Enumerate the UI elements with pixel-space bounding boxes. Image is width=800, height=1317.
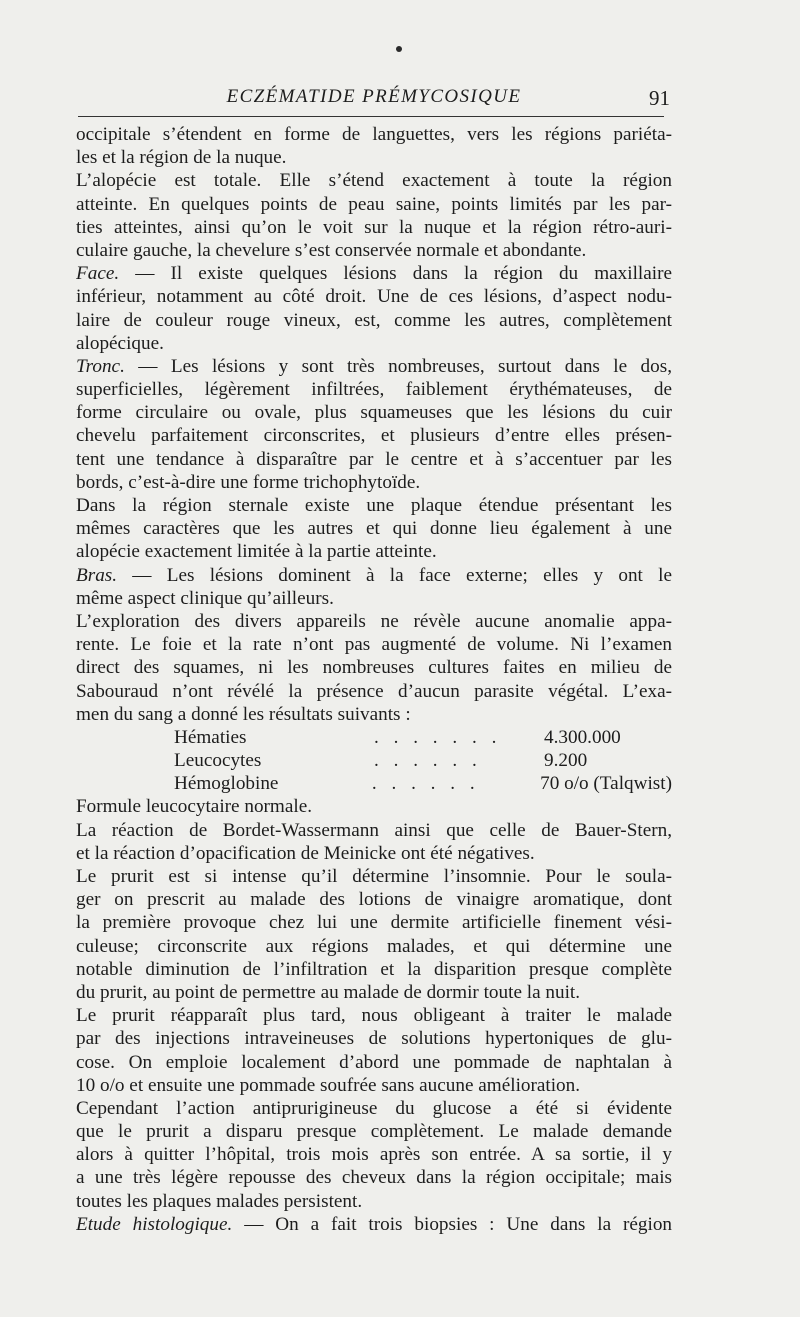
line-text: Cependant l’action antiprurigineuse du glucose a été si évidente bbox=[76, 1097, 672, 1119]
line-text: men du sang a donné les résultats suivants : bbox=[76, 703, 411, 725]
line-text: la première provoque chez lui une dermite artificielle finement vési- bbox=[76, 912, 672, 934]
blood-table-leader: . . . . . . . bbox=[374, 726, 502, 748]
line-text: Formule leucocytaire normale. bbox=[76, 796, 313, 818]
line-text: laire de couleur rouge vineux, est, comme les autres, complètement bbox=[76, 309, 672, 331]
line-text: direct des squames, ni les nombreuses cultures faites en milieu de bbox=[76, 657, 672, 679]
text-line bbox=[76, 1004, 672, 1027]
line-text: — Les lésions dominent à la face externe; elles y ont le bbox=[117, 564, 672, 586]
line-text: Le prurit est si intense qu’il détermine l’insomnie. Pour le soula- bbox=[76, 866, 672, 887]
line-text: 10 o/o et ensuite une pommade soufrée sans aucune amélioration. bbox=[76, 1074, 581, 1096]
text-line bbox=[76, 795, 672, 818]
line-text: ties atteintes, ainsi qu’on le voit sur la nuque et la région rétro-auri- bbox=[76, 216, 672, 238]
line-text: — On a fait trois biopsies : Une dans la région bbox=[232, 1213, 672, 1235]
text-line bbox=[76, 842, 672, 865]
section-heading: Bras. bbox=[76, 564, 118, 586]
line-text: a une très légère repousse des cheveux dans la région occipitale; mais bbox=[76, 1167, 672, 1189]
page-header bbox=[78, 86, 670, 112]
text-line bbox=[76, 146, 672, 169]
text-line bbox=[76, 1051, 672, 1074]
running-title: ECZÉMATIDE PRÉMYCOSIQUE bbox=[226, 86, 522, 107]
line-text: bords, c’est-à-dire une forme trichophytoïde. bbox=[76, 471, 421, 493]
line-text: cose. On emploie localement d’abord une pommade de naphtalan à bbox=[76, 1051, 672, 1073]
text-line bbox=[76, 123, 672, 146]
text-line bbox=[76, 1166, 672, 1189]
text-line bbox=[76, 1074, 672, 1097]
text-line bbox=[76, 401, 672, 424]
text-line bbox=[76, 169, 672, 192]
text-line bbox=[76, 656, 672, 679]
line-text: même aspect clinique qu’ailleurs. bbox=[76, 587, 334, 609]
ink-dot bbox=[396, 46, 402, 52]
text-line bbox=[76, 216, 672, 239]
text-line bbox=[76, 587, 672, 610]
line-text: Dans la région sternale existe une plaque étendue présentant les bbox=[76, 495, 672, 516]
text-line bbox=[76, 332, 672, 355]
line-text: inférieur, notamment au côté droit. Une de ces lésions, d’aspect nodu- bbox=[76, 286, 672, 308]
text-line bbox=[76, 1097, 672, 1120]
text-line bbox=[76, 1213, 672, 1236]
blood-table-label: Hématies bbox=[174, 726, 247, 748]
text-line bbox=[76, 819, 672, 842]
text-line bbox=[76, 1143, 672, 1166]
blood-table-value: 9.200 bbox=[544, 750, 588, 772]
text-line bbox=[76, 564, 672, 587]
text-line bbox=[76, 1120, 672, 1143]
line-text: notable diminution de l’infiltration et la disparition presque complète bbox=[76, 958, 672, 980]
line-text: que le prurit a disparu presque complètement. Le malade demande bbox=[76, 1121, 672, 1143]
blood-table-value: 70 o/o (Talqwist) bbox=[540, 773, 672, 795]
text-line bbox=[76, 633, 672, 656]
line-text: du prurit, au point de permettre au malade de dormir toute la nuit. bbox=[76, 981, 581, 1003]
text-line bbox=[76, 262, 672, 285]
line-text: L’alopécie est totale. Elle s’étend exactement à toute la région bbox=[76, 170, 672, 192]
line-text: les et la région de la nuque. bbox=[76, 147, 287, 169]
body-text bbox=[76, 123, 672, 1236]
text-line bbox=[76, 309, 672, 332]
text-line bbox=[76, 193, 672, 216]
section-heading: Tronc. bbox=[76, 355, 125, 377]
text-line bbox=[76, 703, 672, 726]
text-line bbox=[76, 448, 672, 471]
text-line bbox=[76, 378, 672, 401]
text-line bbox=[76, 981, 672, 1004]
text-line bbox=[76, 540, 672, 563]
section-heading: Face. bbox=[76, 263, 120, 285]
line-text: occipitale s’étendent en forme de languettes, vers les régions pariéta- bbox=[76, 124, 672, 145]
text-line bbox=[76, 888, 672, 911]
line-text: alopécie exactement limitée à la partie atteinte. bbox=[76, 541, 437, 563]
header-rule bbox=[78, 116, 664, 117]
blood-table-row bbox=[76, 726, 672, 749]
text-line bbox=[76, 680, 672, 703]
section-heading: Etude histologique. bbox=[76, 1213, 233, 1235]
text-line bbox=[76, 610, 672, 633]
line-text: L’exploration des divers appareils ne révèle aucune anomalie appa- bbox=[76, 610, 672, 632]
text-line bbox=[76, 424, 672, 447]
text-line bbox=[76, 239, 672, 262]
line-text: culaire gauche, la chevelure s’est conservée normale et abondante. bbox=[76, 239, 587, 261]
line-text: mêmes caractères que les autres et qui donne lieu également à une bbox=[76, 518, 672, 540]
text-line bbox=[76, 355, 672, 378]
line-text: alors à quitter l’hôpital, trois mois après son entrée. A sa sortie, il y bbox=[76, 1144, 672, 1166]
line-text: rente. Le foie et la rate n’ont pas augmenté de volume. Ni l’examen bbox=[76, 634, 672, 656]
text-line bbox=[76, 1027, 672, 1050]
text-line bbox=[76, 285, 672, 308]
line-text: chevelu parfaitement circonscrites, et plusieurs d’entre elles présen- bbox=[76, 425, 672, 447]
blood-table-row bbox=[76, 749, 672, 772]
line-text: — Il existe quelques lésions dans la région du maxillaire bbox=[119, 263, 672, 285]
blood-table-label: Hémoglobine bbox=[174, 773, 279, 795]
text-line bbox=[76, 935, 672, 958]
line-text: tent une tendance à disparaître par le centre et à s’accentuer par les bbox=[76, 448, 672, 470]
line-text: forme circulaire ou ovale, plus squameuses que les lésions du cuir bbox=[76, 402, 672, 424]
line-text: La réaction de Bordet-Wassermann ainsi que celle de Bauer-Stern, bbox=[76, 819, 672, 841]
line-text: par des injections intraveineuses de solutions hypertoniques de glu- bbox=[76, 1028, 672, 1050]
line-text: — Les lésions y sont très nombreuses, surtout dans le dos, bbox=[124, 355, 672, 377]
page-number: 91 bbox=[649, 86, 670, 110]
line-text: ger on prescrit au malade des lotions de vinaigre aromatique, dont bbox=[76, 889, 672, 911]
blood-table-leader: . . . . . . bbox=[371, 773, 480, 795]
line-text: atteinte. En quelques points de peau saine, points limités par les par- bbox=[76, 193, 672, 215]
text-line bbox=[76, 911, 672, 934]
line-text: Sabouraud n’ont révélé la présence d’aucun parasite végétal. L’exa- bbox=[76, 680, 672, 702]
text-line bbox=[76, 517, 672, 540]
text-line bbox=[76, 958, 672, 981]
line-text: toutes les plaques malades persistent. bbox=[76, 1190, 363, 1212]
line-text: superficielles, légèrement infiltrées, faiblement érythémateuses, de bbox=[76, 379, 672, 401]
text-line bbox=[76, 1190, 672, 1213]
line-text: et la réaction d’opacification de Meinicke ont été négatives. bbox=[76, 842, 535, 864]
blood-table-leader: . . . . . . bbox=[374, 750, 482, 772]
text-line bbox=[76, 471, 672, 494]
text-line bbox=[76, 494, 672, 517]
text-line bbox=[76, 865, 672, 888]
line-text: Le prurit réapparaît plus tard, nous obligeant à traiter le malade bbox=[76, 1005, 672, 1027]
blood-table-row bbox=[76, 772, 672, 795]
blood-table-label: Leucocytes bbox=[174, 750, 262, 772]
line-text: alopécique. bbox=[76, 332, 164, 354]
line-text: culeuse; circonscrite aux régions malades, et qui détermine une bbox=[76, 935, 672, 957]
blood-table-value: 4.300.000 bbox=[544, 726, 621, 748]
